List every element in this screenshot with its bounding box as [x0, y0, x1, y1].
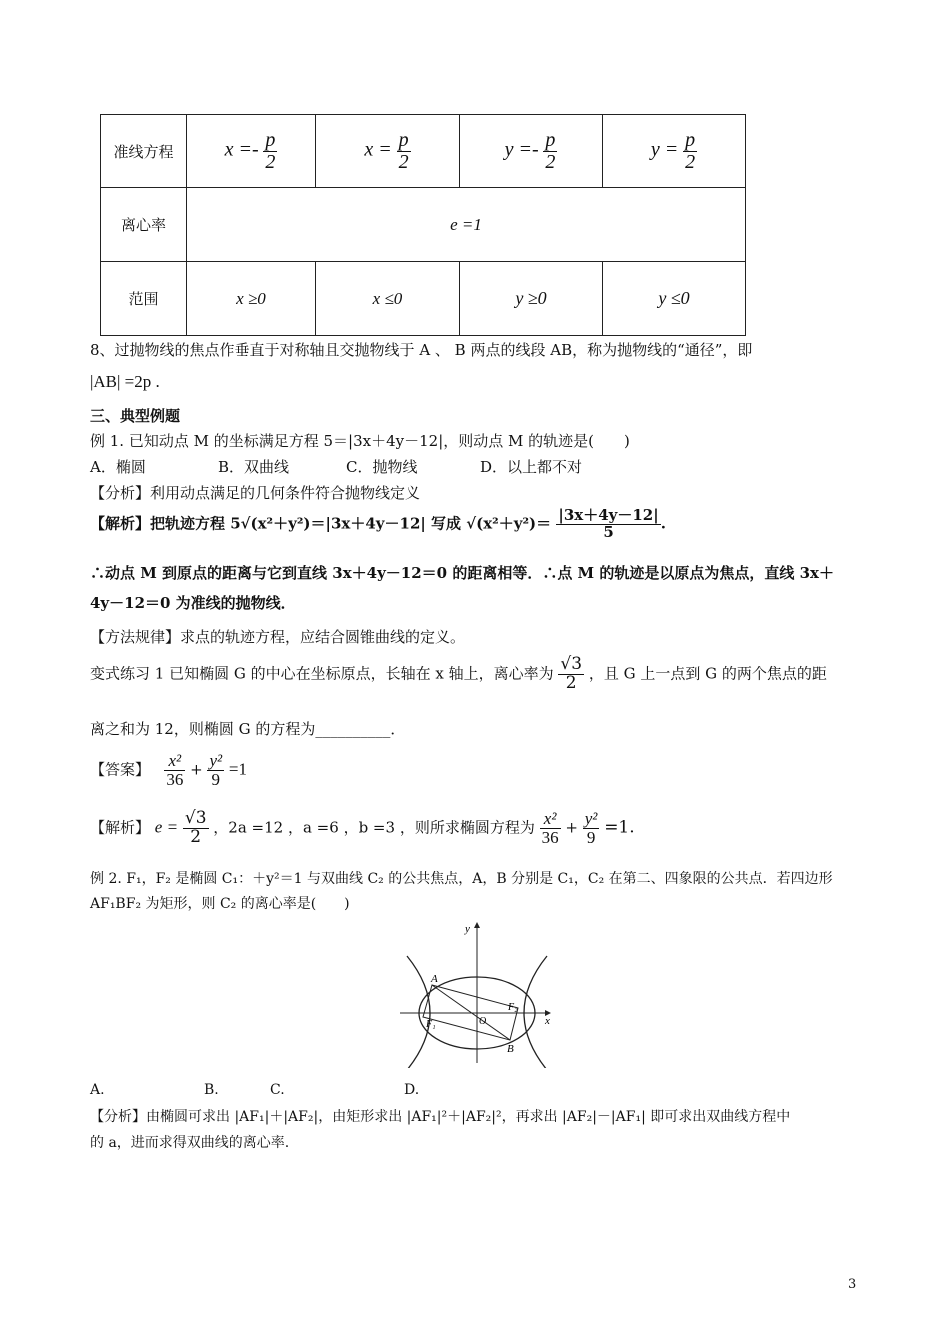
ellipse-hyperbola-figure [395, 918, 565, 1068]
ex1-solution-line3: 4y－12＝0 为准线的抛物线． [90, 594, 296, 612]
ex2-line1: 例 2. F₁，F₂ 是椭圆 C₁：＋y²＝1 与双曲线 C₂ 的公共焦点，A，B 分别是 C₁，C₂ 在第二、四象限的公共点．若四边形 [90, 871, 833, 887]
directrix-cell-4: y = $\frac{p}{2}$ [603, 115, 746, 188]
parabola-properties-table [100, 114, 746, 336]
page-number: 3 [848, 1277, 857, 1292]
label-b: B [507, 1043, 514, 1055]
ex1-question: 例 1. 已知动点 M 的坐标满足方程 5＝|3x＋4y－12|，则动点 M 的轨迹是( ) [90, 432, 630, 450]
ex2-option-c: C. [270, 1082, 285, 1098]
eccentricity-value: e =1 [187, 188, 746, 262]
ex1-solution-line2: ∴动点 M 到原点的距离与它到直线 3x＋4y－12＝0 的距离相等．∴点 M 的轨迹是以原点为焦点，直线 3x＋ [90, 564, 834, 582]
label-y: y [465, 923, 470, 935]
range-cell-3: y ≥0 [460, 262, 603, 336]
label-o: O [479, 1016, 487, 1027]
row-label-range: 范围 [101, 262, 187, 336]
section-title: 三、典型例题 [90, 407, 181, 425]
directrix-cell-3: y =- $\frac{p}{2}$ [460, 115, 603, 188]
label-f2: F₂ [508, 1002, 518, 1013]
directrix-cell-2: x = $\frac{p}{2}$ [316, 115, 460, 188]
variant-solution: 【解析】 e = $\frac{√3}{2}$ ，2a =12 ，a =6 ，b =3 ，则所求椭圆方程为 $\frac{\text{x²}}{36}$ + $\frac{\text{y²}}{9}$ =1. [90, 808, 635, 847]
item8-line2: |AB| =2p . [90, 372, 160, 391]
ex2-line2: AF₁BF₂ 为矩形，则 C₂ 的离心率是( ) [90, 896, 350, 912]
ex1-option-c: C．抛物线 [346, 458, 418, 476]
row-label-eccentricity: 离心率 [101, 188, 187, 262]
variant-line1: 变式练习 1 已知椭圆 G 的中心在坐标原点，长轴在 x 轴上，离心率为 $\frac{√3}{2}$ ，且 G 上一点到 G 的两个焦点的距 [90, 654, 827, 693]
ex1-method: 【方法规律】求点的轨迹方程，应结合圆锥曲线的定义。 [90, 628, 466, 646]
range-cell-2: x ≤0 [316, 262, 460, 336]
ex1-analysis: 【分析】利用动点满足的几何条件符合抛物线定义 [90, 484, 421, 502]
item8-line1: 8、过抛物线的焦点作垂直于对称轴且交抛物线于 A 、 B 两点的线段 AB，称为抛物线的“通径”，即 [90, 341, 753, 359]
ex2-analysis-line2: 的 a，进而求得双曲线的离心率. [90, 1135, 290, 1151]
y-axis-arrow [474, 922, 480, 928]
variant-line2: 离之和为 12，则椭圆 G 的方程为__________． [90, 720, 406, 738]
ex1-solution: 【解析】把轨迹方程 5√(x²＋y²)＝|3x＋4y－12| 写成 √(x²＋y²)＝ $\frac{|3x+4y-12|}{5}$ . [90, 506, 666, 541]
ex1-option-a: A．椭圆 [90, 458, 146, 476]
ex2-analysis-line1: 【分析】由椭圆可求出 |AF₁|＋|AF₂|，由矩形求出 |AF₁|²＋|AF₂|²，再求出 |AF₂|－|AF₁| 即可求出双曲线方程中 [90, 1109, 791, 1125]
ex2-option-d: D. [404, 1082, 420, 1098]
ex1-option-b: B．双曲线 [218, 458, 290, 476]
label-x: x [545, 1015, 550, 1027]
row-label-directrix: 准线方程 [101, 115, 187, 188]
variant-answer: 【答案】 $\frac{\text{x²}}{36}$ + $\frac{\text{y²}}{9}$ =1 [90, 751, 247, 789]
label-f1: F₁ [426, 1019, 436, 1030]
directrix-cell-1: x =- $\frac{p}{2}$ [187, 115, 316, 188]
ex2-option-a: A. [90, 1082, 105, 1098]
label-a: A [431, 973, 438, 985]
range-cell-4: y ≤0 [603, 262, 746, 336]
range-cell-1: x ≥0 [187, 262, 316, 336]
ex1-option-d: D．以上都不对 [480, 458, 583, 476]
ex2-option-b: B. [204, 1082, 219, 1098]
